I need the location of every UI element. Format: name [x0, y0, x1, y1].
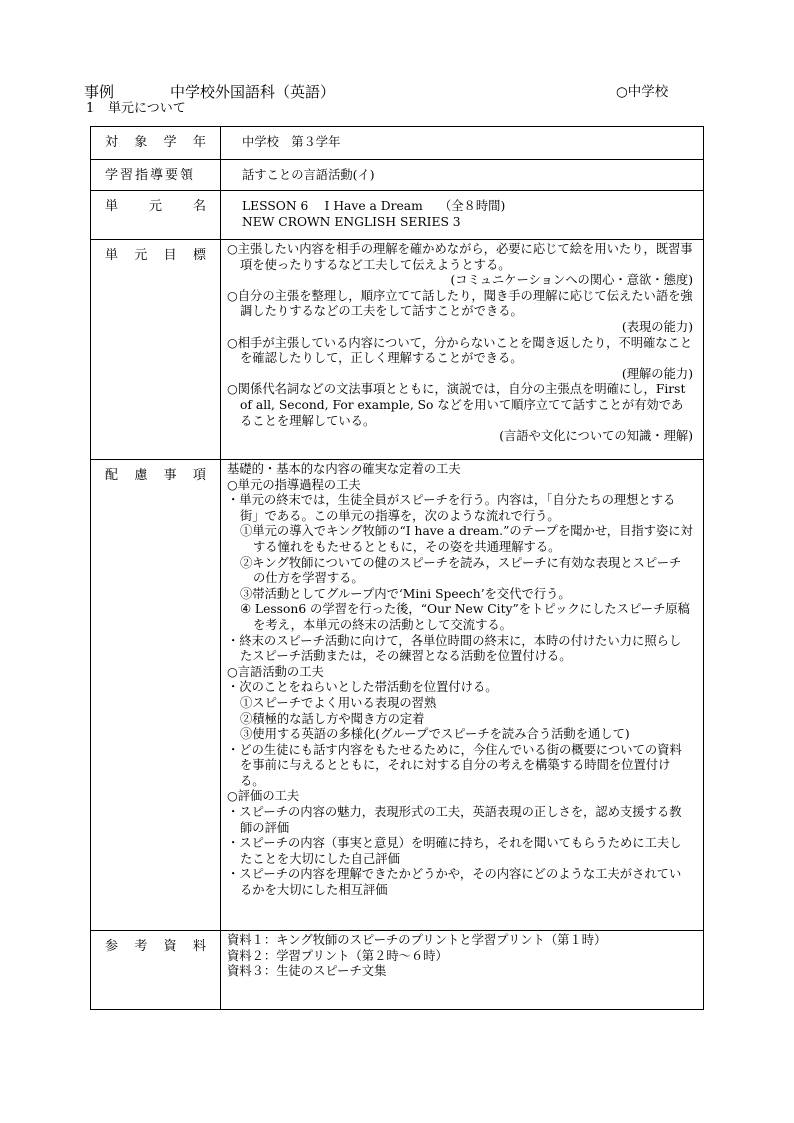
goal-category: (表現の能力) — [621, 319, 693, 334]
section-number: 1 — [86, 101, 95, 116]
section-heading — [84, 101, 186, 117]
consideration-item: ・終末のスピーチ活動に向けて，各単位時間の終末に，本時の付けたい力に照らしたスピーチ活動または，その練習となる活動を位置付ける。 — [227, 633, 682, 664]
case-label: 事例 — [84, 83, 115, 101]
label-considerations: 配 慮 事 項 — [105, 468, 206, 483]
value-guideline: 話すことの言語活動(イ) — [242, 168, 375, 182]
consideration-step: ①スピーチでよく用いる表現の習熟 — [240, 695, 437, 710]
value-grade: 中学校 第３学年 — [242, 135, 341, 149]
row-unit — [91, 191, 704, 240]
consideration-step: ④ Lesson6 の学習を行った後，“Our New City”をトピックにしたスピーチ原稿を考え，本単元の終末の活動として交流する。 — [240, 602, 690, 632]
goal-item: ○自分の主張を整理し，順序立てて話したり，聞き手の理解に応じて伝えたい語を強調したりするなどの工夫をして話すことができる。 — [227, 288, 693, 319]
consideration-item: ・どの生徒にも話す内容をもたせるために，今住んでいる街の概要についての資料を事前に与えるとともに，それに対する自分の考えを構築する時間を位置付ける。 — [227, 742, 682, 788]
textbook-series: NEW CROWN ENGLISH SERIES 3 — [242, 214, 461, 229]
unit-name: LESSON 6 I Have a Dream （全８時間) — [242, 199, 506, 213]
subject-title: 中学校外国語科（英語） — [170, 83, 336, 101]
goal-category: (コミュニケーションへの関心・意欲・態度) — [450, 273, 693, 288]
consideration-item: ・単元の終末では，生徒全員がスピーチを行う。内容は，「自分たちの理想とする街」である。この単元の指導を，次のような流れで行う。 — [227, 493, 676, 523]
consideration-subheading: ○言語活動の工夫 — [227, 664, 324, 679]
consideration-item: ・スピーチの内容を理解できたかどうかや，その内容にどのような工夫がされているかを大切にした相互評価 — [227, 867, 682, 898]
consideration-heading: 基礎的・基本的な内容の確実な定着の工夫 — [227, 462, 461, 476]
document-header — [84, 82, 704, 102]
label-grade: 対 象 学 年 — [105, 135, 206, 150]
consideration-step: ①単元の導入でキング牧師の“I have a dream.”のテープを聞かせ，目指す姿に対する憧れをもたせるとともに，その姿を共通理解する。 — [240, 524, 693, 554]
goal-category: (言語や文化についての知識・理解) — [499, 429, 693, 444]
consideration-step: ③使用する英語の多様化(グループでスピーチを読み合う活動を通して) — [240, 727, 630, 742]
consideration-step: ②キング牧師についての健のスピーチを読み，スピーチに有効な表現とスピーチの仕方を学習する。 — [240, 555, 682, 586]
label-goals: 単 元 目 標 — [105, 248, 206, 263]
consideration-step: ②積極的な話し方や聞き方の定着 — [240, 711, 425, 726]
label-references: 参 考 資 料 — [105, 939, 206, 954]
goal-category: (理解の能力) — [621, 366, 693, 381]
school-name: ○中学校 — [616, 84, 669, 100]
row-grade — [91, 127, 704, 160]
row-references — [91, 931, 704, 1010]
reference-item: 資料１：キング牧師のスピーチのプリントと学習プリント（第１時） — [227, 933, 607, 947]
consideration-subheading: ○単元の指導過程の工夫 — [227, 477, 361, 492]
section-title: 単元について — [108, 101, 186, 116]
consideration-item: ・スピーチの内容（事実と意見）を明確に持ち，それを聞いてもらうために工夫したことを大切にした自己評価 — [227, 836, 682, 866]
unit-table — [90, 126, 704, 1010]
label-unit: 単 元 名 — [105, 199, 206, 214]
reference-item: 資料３：生徒のスピーチ文集 — [227, 964, 387, 979]
consideration-item: ・次のことをねらいとした帯活動を位置付ける。 — [227, 680, 498, 695]
label-guideline: 学習指導要領 — [105, 168, 196, 183]
row-goals — [91, 240, 704, 460]
row-considerations — [91, 460, 704, 931]
consideration-item: ・スピーチの内容の魅力，表現形式の工夫，英語表現の正しさを，認め支援する教師の評価 — [227, 805, 682, 835]
consideration-step: ③帯活動としてグループ内で‘Mini Speech’を交代で行う。 — [240, 586, 571, 601]
consideration-subheading: ○評価の工夫 — [227, 789, 300, 804]
row-guideline — [91, 160, 704, 191]
goal-item: ○関係代名詞などの文法事項とともに，演説では，自分の主張点を明確にし，First of all, Second, For example, So などを用いて順序立てて話すことが有効であることを理解している。 — [227, 382, 686, 428]
goal-item: ○相手が主張している内容について，分からないことを聞き返したり，不明確なことを確認したりして，正しく理解することができる。 — [227, 335, 693, 366]
reference-item: 資料２：学習プリント（第２時～６時） — [227, 948, 448, 963]
goal-item: ○主張したい内容を相手の理解を確かめながら，必要に応じて絵を用いたり，既習事項を使ったりするなど工夫して伝えようとする。 — [227, 242, 693, 272]
